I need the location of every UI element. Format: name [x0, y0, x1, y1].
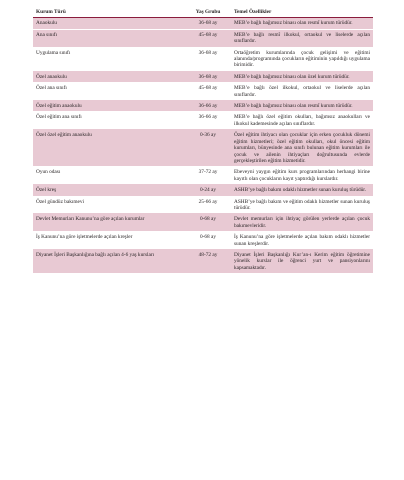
cell-features: Devlet memurları için ihtiyaç görülen yerlerde açılan çocuk bakımevleridir. [231, 214, 373, 232]
cell-features: MEB’e bağlı resmî ilkokul, ortaokul ve liselerde açılan sınıflardır. [231, 29, 373, 47]
cell-features: MEB’e bağlı özel ilkokul, ortaokul ve liselerde açılan sınıflardır. [231, 83, 373, 101]
cell-age: 25-66 ay [185, 196, 231, 214]
header-age-group: Yaş Grubu [185, 6, 231, 18]
institution-types-table [33, 6, 373, 274]
cell-features: ASHB’ye bağlı bakım ve eğitim odaklı hizmetler sunan kuruluş türüdür. [231, 196, 373, 214]
cell-features: ASHB’ye bağlı bakım odaklı hizmetler sunan kuruluş türüdür. [231, 185, 373, 196]
cell-age: 0-68 ay [185, 214, 231, 232]
cell-type: Özel anaokulu [33, 71, 185, 82]
table-row [33, 101, 373, 112]
cell-features: Diyanet İşleri Başkanlığı Kur’an-ı Kerim eğitim öğretimine yönelik kurslar ile öğrenci yurt ve pansiyonlarını kapsamaktadır. [231, 249, 373, 273]
cell-type: Özel eğitim anaokulu [33, 101, 185, 112]
table-row [33, 18, 373, 29]
header-institution-type: Kurum Türü [33, 6, 185, 18]
cell-age: 0-36 ay [185, 130, 231, 167]
table-row [33, 130, 373, 167]
cell-type: Özel ana sınıfı [33, 83, 185, 101]
table-row [33, 112, 373, 130]
cell-type: Diyanet İşleri Başkanlığına bağlı açılan 4-6 yaş kursları [33, 249, 185, 273]
cell-age: 36-68 ay [185, 47, 231, 71]
cell-features: MEB’e bağlı bağımsız binası olan resmî kurum türüdür. [231, 101, 373, 112]
header-key-features: Temel Özellikler [231, 6, 373, 18]
cell-age: 48-72 ay [185, 249, 231, 273]
table-row [33, 29, 373, 47]
table-row [33, 185, 373, 196]
cell-type: Özel özel eğitim anaokulu [33, 130, 185, 167]
cell-age: 0-24 ay [185, 185, 231, 196]
cell-type: Oyun odası [33, 167, 185, 185]
cell-age: 36-68 ay [185, 71, 231, 82]
cell-type: Devlet Memurları Kanunu’na göre açılan kurumlar [33, 214, 185, 232]
cell-features: Ortaöğretim kurumlarında çocuk gelişimi ve eğitimi alanında/programında çocukların eğitiminin yapıldığı uygulama birimidir. [231, 47, 373, 71]
table-row [33, 71, 373, 82]
cell-age: 37-72 ay [185, 167, 231, 185]
cell-age: 45-68 ay [185, 29, 231, 47]
table-header-row [33, 6, 373, 18]
table-row [33, 167, 373, 185]
table-row [33, 83, 373, 101]
cell-type: Özel eğitim ana sınıfı [33, 112, 185, 130]
cell-age: 36-66 ay [185, 112, 231, 130]
cell-features: MEB’e bağlı bağımsız binası olan özel kurum türüdür. [231, 71, 373, 82]
cell-features: Ebeveyni yaygın eğitim kurs programlarından herhangi birine kayıtlı olan çocukların kayıt yaptırdığı kurslardır. [231, 167, 373, 185]
cell-features: İş Kanunu’na göre işletmelerde açılan bakım odaklı hizmetler sunan kreşlerdir. [231, 232, 373, 250]
cell-type: İş Kanunu’na göre işletmelerde açılan kreşler [33, 232, 185, 250]
cell-features: Özel eğitim ihtiyacı olan çocuklar için erken çocukluk dönemi eğitim hizmetleri; özel eğitim okulları, okul öncesi eğitim kurumları, bünyesinde ana sınıfı bulunan eğitim kurumları ile çocuk ve ailenin ihtiyaçları doğrultusunda evlerde gerçekleştirilen eğitim hizmetidir. [231, 130, 373, 167]
cell-age: 36-68 ay [185, 18, 231, 29]
cell-type: Anaokulu [33, 18, 185, 29]
cell-type: Özel kreş [33, 185, 185, 196]
cell-type: Ana sınıfı [33, 29, 185, 47]
table-row [33, 47, 373, 71]
table-row [33, 249, 373, 273]
table-row [33, 214, 373, 232]
table-row [33, 196, 373, 214]
cell-age: 0-68 ay [185, 232, 231, 250]
cell-age: 36-66 ay [185, 101, 231, 112]
cell-features: MEB’e bağlı bağımsız binası olan resmî kurum türüdür. [231, 18, 373, 29]
cell-type: Uygulama sınıfı [33, 47, 185, 71]
cell-features: MEB’e bağlı özel eğitim okulları, bağımsız anaokulları ve ilkokul kademesinde açılan sınıflardır. [231, 112, 373, 130]
cell-type: Özel gündüz bakımevi [33, 196, 185, 214]
table-row [33, 232, 373, 250]
cell-age: 45-68 ay [185, 83, 231, 101]
